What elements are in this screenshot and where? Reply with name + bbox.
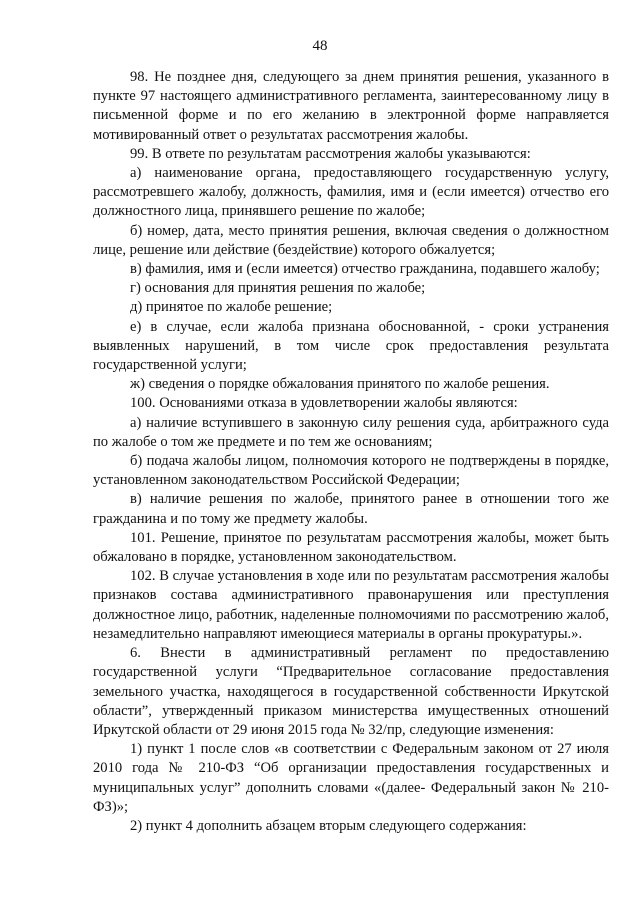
paragraph-99-item-e: е) в случае, если жалоба признана обоснованной, - сроки устранения выявленных нарушений, в том числе срок предоставления результата государственной услуги;: [93, 318, 609, 374]
paragraph-99-item-g: г) основания для принятия решения по жалобе;: [130, 280, 426, 297]
paragraph-99-item-v: в) фамилия, имя и (если имеется) отчество гражданина, подавшего жалобу;: [130, 261, 600, 278]
paragraph-6-item-1: 1) пункт 1 после слов «в соответствии с Федеральным законом от 27 июля 2010 года № 210-ФЗ “Об организации предоставления государственных и муниципальных услуг” дополнить словами «(далее- Федеральный закон № 210-ФЗ)»;: [93, 741, 609, 815]
paragraph-6-item-2: 2) пункт 4 дополнить абзацем вторым следующего содержания:: [130, 817, 527, 834]
paragraph-100-item-v: в) наличие решения по жалобе, принятого ранее в отношении того же гражданина и по тому же предмету жалобы.: [93, 491, 609, 527]
page-number: 48: [312, 38, 328, 54]
document-body: [93, 68, 609, 836]
paragraph-6: 6. Внести в административный регламент по предоставлению государственной услуги “Предварительное согласование предоставления земельного участка, находящегося в государственной собственности Иркутской области”, утвержденный приказом министерства имущественных отношений Иркутской области от 29 июня 2015 года № 32/пр, следующие изменения:: [93, 645, 609, 738]
paragraph-101: 101. Решение, принятое по результатам рассмотрения жалобы, может быть обжаловано в порядке, установленном законодательством.: [93, 529, 609, 566]
paragraph-100-item-a: а) наличие вступившего в законную силу решения суда, арбитражного суда по жалобе о том же предмете и по тем же основаниям;: [93, 414, 609, 450]
paragraph-99-item-d: д) принятое по жалобе решение;: [130, 299, 333, 316]
paragraph-99-item-b: б) номер, дата, место принятия решения, включая сведения о должностном лице, решение или действие (бездействие) которого обжалуется;: [93, 222, 609, 258]
paragraph-99-item-zh: ж) сведения о порядке обжалования принятого по жалобе решения.: [130, 376, 550, 393]
paragraph-98: 98. Не позднее дня, следующего за днем принятия решения, указанного в пункте 97 настоящего административного регламента, заинтересованному лицу в письменной форме и по его желанию в электронной форме направляется мотивированный ответ о результатах рассмотрения жалобы.: [93, 69, 609, 143]
paragraph-100: 100. Основаниями отказа в удовлетворении жалобы являются:: [130, 395, 518, 412]
paragraph-102: 102. В случае установления в ходе или по результатам рассмотрения жалобы признаков состава административного правонарушения или преступления должностное лицо, работник, наделенные полномочиями по рассмотрению жалоб, незамедлительно направляют имеющиеся материалы в органы прокуратуры.».: [93, 568, 609, 642]
paragraph-99: 99. В ответе по результатам рассмотрения жалобы указываются:: [130, 145, 531, 162]
paragraph-99-item-a: а) наименование органа, предоставляющего государственную услугу, рассмотревшего жалобу, должность, фамилия, имя и (если имеется) отчество его должностного лица, принявшего решение по жалобе;: [93, 165, 609, 220]
paragraph-100-item-b: б) подача жалобы лицом, полномочия которого не подтверждены в порядке, установленном законодательством Российской Федерации;: [93, 453, 609, 489]
